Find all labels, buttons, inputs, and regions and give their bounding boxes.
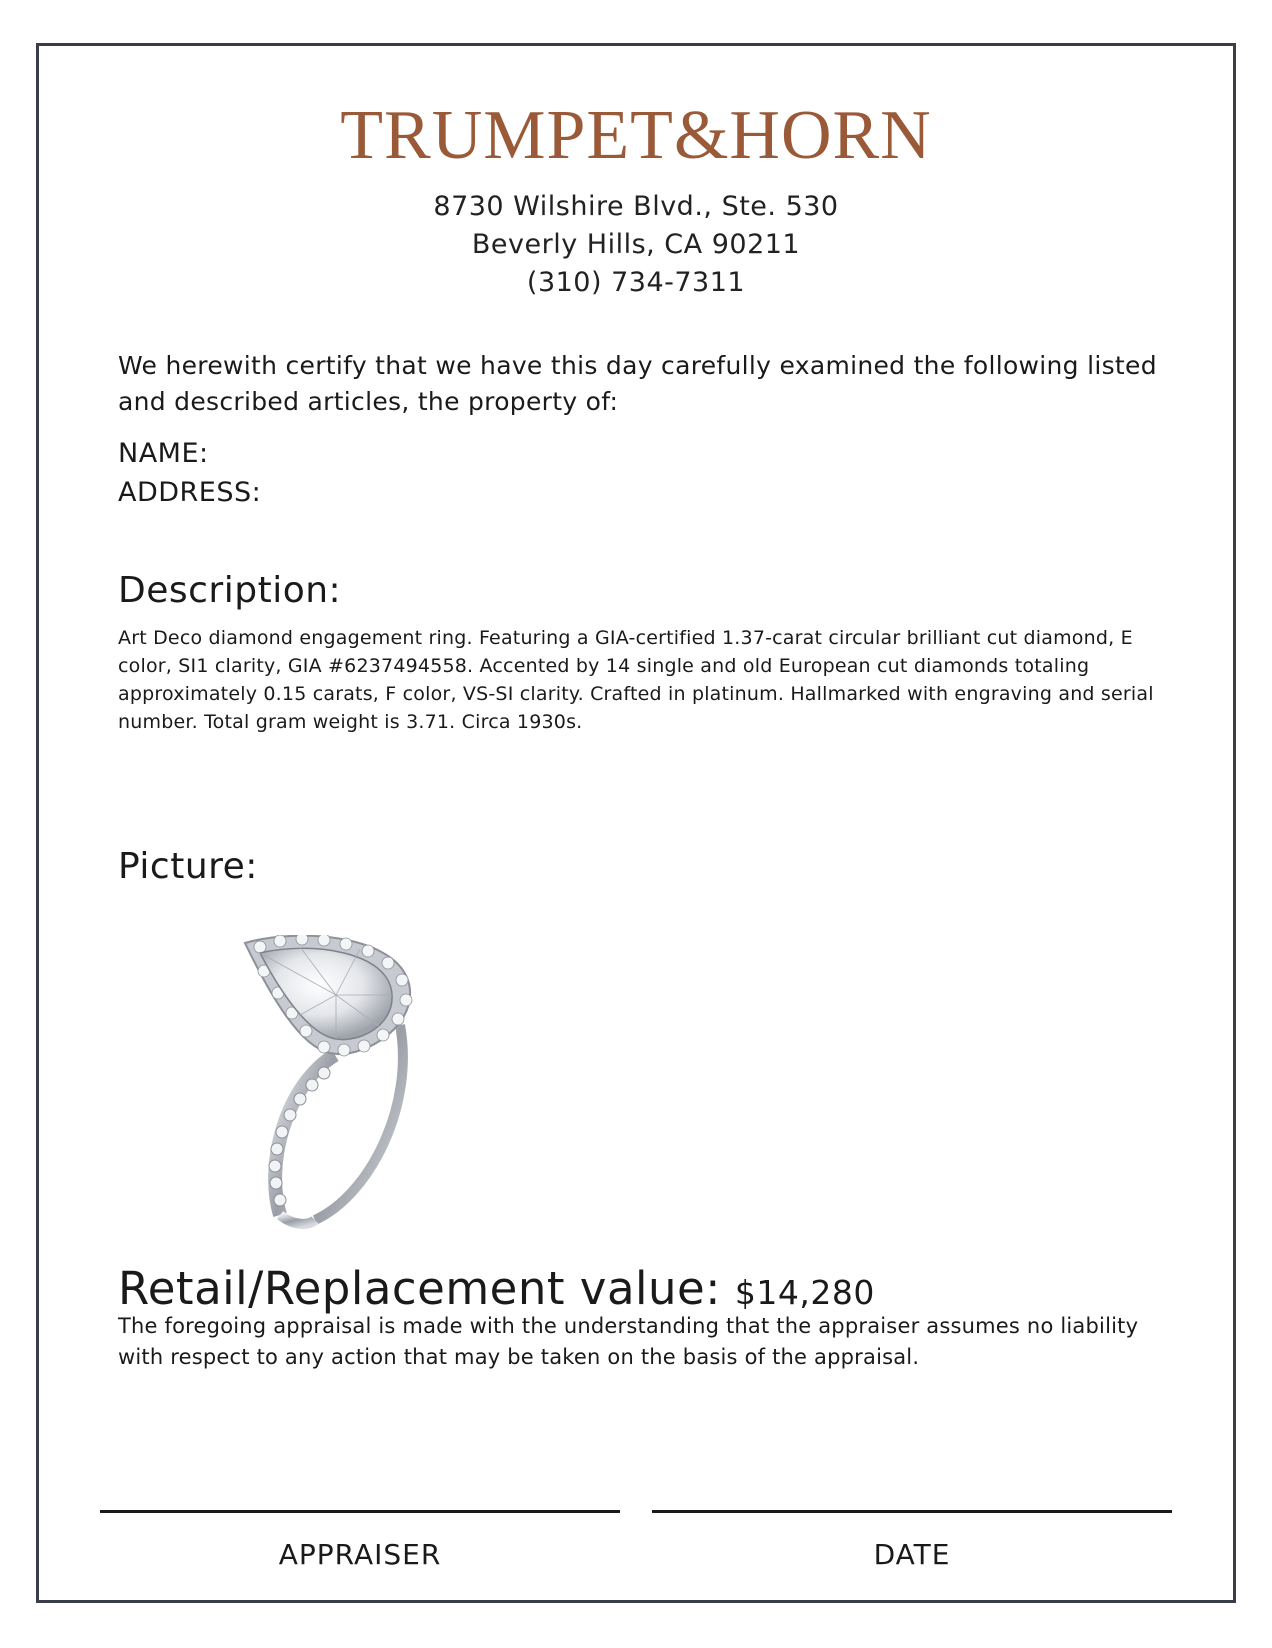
ring-image xyxy=(240,935,450,1235)
certification-intro: We herewith certify that we have this day carefully examined the following listed and described articles, the property of: xyxy=(118,351,1157,416)
appraiser-label: APPRAISER xyxy=(278,1538,442,1571)
phone-number: (310) 734-7311 xyxy=(526,267,746,298)
disclaimer-text: The foregoing appraisal is made with the understanding that the appraiser assumes no liability with respect to any action that may be taken on the basis of the appraisal. xyxy=(118,1314,1139,1369)
address-block xyxy=(0,188,1272,302)
date-signature-line xyxy=(652,1510,1172,1513)
value-row xyxy=(118,1262,875,1315)
address-line-1: 8730 Wilshire Blvd., Ste. 530 xyxy=(433,191,839,222)
date-label: DATE xyxy=(873,1538,951,1571)
address-line-2: Beverly Hills, CA 90211 xyxy=(471,229,801,260)
description-text: Art Deco diamond engagement ring. Featuring a GIA-certified 1.37-carat circular brilliant cut diamond, E color, SI1 clarity, GIA #6237494558. Accented by 14 single and old European cut diamonds totaling approximately 0.15 carats, F color, VS-SI clarity. Crafted in platinum. Hallmarked with engraving and serial number. Total gram weight is 3.71. Circa 1930s. xyxy=(118,627,1154,733)
brand-logo: TRUMPET&HORN xyxy=(340,97,932,174)
value-amount: $14,280 xyxy=(734,1273,875,1312)
address-label: ADDRESS: xyxy=(118,477,262,508)
appraiser-signature-line xyxy=(100,1510,620,1513)
name-label: NAME: xyxy=(118,438,209,469)
description-heading: Description: xyxy=(118,570,342,611)
picture-heading: Picture: xyxy=(118,846,258,887)
value-label: Retail/Replacement value: xyxy=(118,1262,721,1315)
